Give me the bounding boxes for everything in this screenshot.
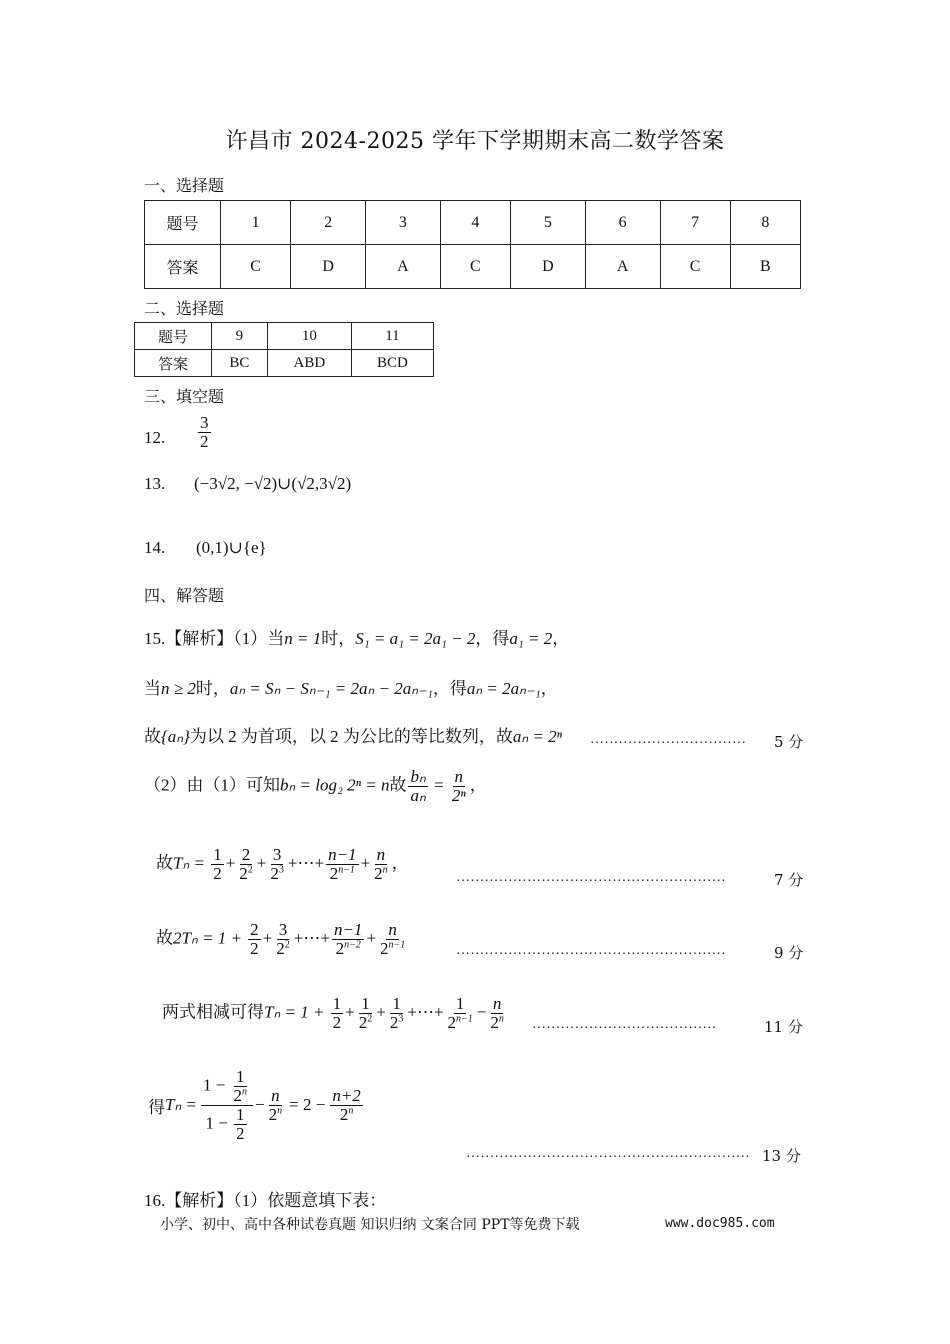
answer-cell: D: [291, 245, 366, 289]
answer-cell: A: [585, 245, 660, 289]
text: ，: [469, 775, 487, 795]
q15-line-2: [144, 674, 558, 699]
footer-url: www.doc985.com: [665, 1216, 775, 1231]
formula: a₁ = 2: [509, 629, 553, 648]
question-number-cell: 5: [510, 201, 585, 245]
formula: n = 1: [284, 629, 322, 648]
formula: n ≥ 2: [161, 679, 196, 698]
denominator: aₙ: [410, 785, 426, 805]
text: 时，: [195, 679, 230, 698]
question-number-cell: 10: [267, 323, 351, 350]
q14-answer: (0,1)∪{e}: [196, 538, 267, 557]
text: （1）当: [233, 629, 285, 648]
question-number-cell: 3: [365, 201, 440, 245]
q15-line-4: （2）由（1）可知bₙ = log₂ 2ⁿ = n故 $\frac{\text{bₙ}}{\text{aₙ}}$ = $\frac{n}{\text{2ⁿ}}$ ，: [144, 767, 487, 805]
q15-line-7: 两式相减可得Tₙ = 1 + $\frac{1}{2}$ + $\frac{1}{2^2}$ + $\frac{1}{2^3}$ +⋯+ $\frac{1}{2^{n-1}}$ − $\frac{n}{2^n}$: [162, 994, 504, 1032]
row-header: 答案: [145, 245, 221, 289]
answer-cell: A: [365, 245, 440, 289]
score-mark: 13 分: [762, 1147, 801, 1165]
answer-cell: C: [440, 245, 510, 289]
text: （1）依题意填下表：: [233, 1191, 387, 1210]
answer-cell: D: [510, 245, 585, 289]
q15-line-8: 得 Tₙ = 1 − $\frac{1}{2^n}$ 1 − $\frac{1}{2}$ − $\frac{n}{2^n}$ = 2 − $\frac{n+2}{2^n}$: [148, 1067, 361, 1143]
q15-line-1: [144, 624, 569, 649]
answer-cell: C: [660, 245, 730, 289]
denominator: 2ⁿ: [451, 785, 466, 805]
question-number-cell: 11: [351, 323, 433, 350]
text: ，: [540, 679, 558, 698]
row-header: 题号: [145, 201, 221, 245]
answer-cell: C: [221, 245, 291, 289]
score-mark: 7 分: [774, 871, 804, 889]
q12-label: 12.: [144, 428, 166, 447]
text: 当: [144, 679, 161, 698]
answer-table-2: [134, 322, 434, 377]
text: ，得: [432, 679, 467, 698]
formula: aₙ = 2aₙ₋₁: [466, 679, 541, 698]
formula: bₙ = log₂ 2ⁿ = n: [280, 775, 390, 795]
text: 故: [156, 853, 173, 873]
score-mark: 5 分: [774, 733, 804, 751]
formula: Tₙ = 1 +: [264, 1002, 325, 1022]
q16-label: 16.【解析】: [144, 1191, 234, 1210]
q15-line-6: 故2Tₙ = 1 + $\frac{2}{2}$ + $\frac{3}{2^2}$ +⋯+ $\frac{n-1}{2^{n-2}}$ + $\frac{n}{2^{n-1}}$: [156, 920, 406, 958]
question-number-cell: 2: [291, 201, 366, 245]
q14-label: 14.: [144, 538, 166, 557]
text: 故: [389, 775, 407, 795]
formula: aₙ = Sₙ − Sₙ₋₁ = 2aₙ − 2aₙ₋₁: [229, 679, 433, 698]
text: （2）由（1）可知: [144, 775, 280, 795]
answer-cell: BCD: [351, 350, 433, 377]
question-number-cell: 4: [440, 201, 510, 245]
answer-cell: ABD: [267, 350, 351, 377]
section-heading-multiple-choice: 一、选择题: [144, 176, 225, 195]
section-heading-fill-in: 三、填空题: [144, 387, 225, 406]
q12-numerator: 3: [200, 413, 209, 432]
q12-denominator: 2: [200, 431, 209, 451]
q12-answer: [196, 414, 213, 451]
question-number-cell: 6: [585, 201, 660, 245]
formula: {aₙ}: [161, 727, 190, 746]
numerator: bₙ: [410, 767, 426, 786]
table-row: [135, 350, 434, 377]
text: ，: [552, 629, 570, 648]
leader-dots: ……………………………………………………: [466, 1146, 750, 1161]
row-header: 题号: [135, 323, 212, 350]
leader-dots: ……………………………: [590, 732, 747, 747]
text: 为以 2 为首项，以 2 为公比的等比数列，故: [189, 727, 513, 746]
section-heading-multiple-choice-2: 二、选择题: [144, 299, 225, 318]
table-row: [135, 323, 434, 350]
q16-line-1: [144, 1186, 386, 1211]
score-mark: 11 分: [764, 1018, 803, 1036]
q13-answer: (−3√2, −√2)∪(√2,3√2): [194, 474, 352, 493]
text: 时，: [321, 629, 356, 648]
question-number-cell: 7: [660, 201, 730, 245]
formula: Tₙ =: [173, 853, 205, 873]
answer-table-1: [144, 200, 801, 289]
q15-label: 15.【解析】: [144, 629, 234, 648]
q15-line-5: 故Tₙ = $\frac{1}{2}$ + $\frac{2}{2^2}$ + $\frac{3}{2^3}$ +⋯+ $\frac{n-1}{2^{n-1}}$ + $\frac{n}{2^n}$ ，: [156, 845, 409, 883]
page-title: 许昌市 2024-2025 学年下学期期末高二数学答案: [225, 129, 725, 154]
text: 两式相减可得: [162, 1002, 264, 1022]
question-number-cell: 9: [212, 323, 268, 350]
formula: S₁ = a₁ = 2a₁ − 2: [355, 629, 476, 648]
question-number-cell: 8: [730, 201, 800, 245]
answer-cell: B: [730, 245, 800, 289]
answer-cell: BC: [212, 350, 268, 377]
table-row: [145, 245, 801, 289]
table-row: [145, 201, 801, 245]
row-header: 答案: [135, 350, 212, 377]
leader-dots: …………………………………………………: [456, 870, 726, 885]
formula: Tₙ =: [165, 1095, 197, 1115]
numerator: n: [454, 767, 464, 786]
section-heading-solutions: 四、解答题: [144, 586, 225, 605]
text: ，得: [475, 629, 510, 648]
question-number-cell: 1: [221, 201, 291, 245]
footer-text: 小学、初中、高中各种试卷真题 知识归纳 文案合同 PPT等免费下载: [160, 1217, 580, 1233]
formula: 2Tₙ = 1 +: [173, 928, 242, 948]
q15-line-3: [144, 722, 562, 747]
leader-dots: …………………………………………………: [456, 943, 726, 958]
formula: = 2 −: [289, 1095, 326, 1115]
text: 故: [156, 928, 173, 948]
q13-label: 13.: [144, 474, 166, 493]
formula: aₙ = 2ⁿ: [512, 727, 562, 746]
score-mark: 9 分: [774, 944, 804, 962]
leader-dots: …………………………………: [532, 1017, 717, 1032]
text: 得: [148, 1097, 165, 1117]
text: 故: [144, 727, 161, 746]
